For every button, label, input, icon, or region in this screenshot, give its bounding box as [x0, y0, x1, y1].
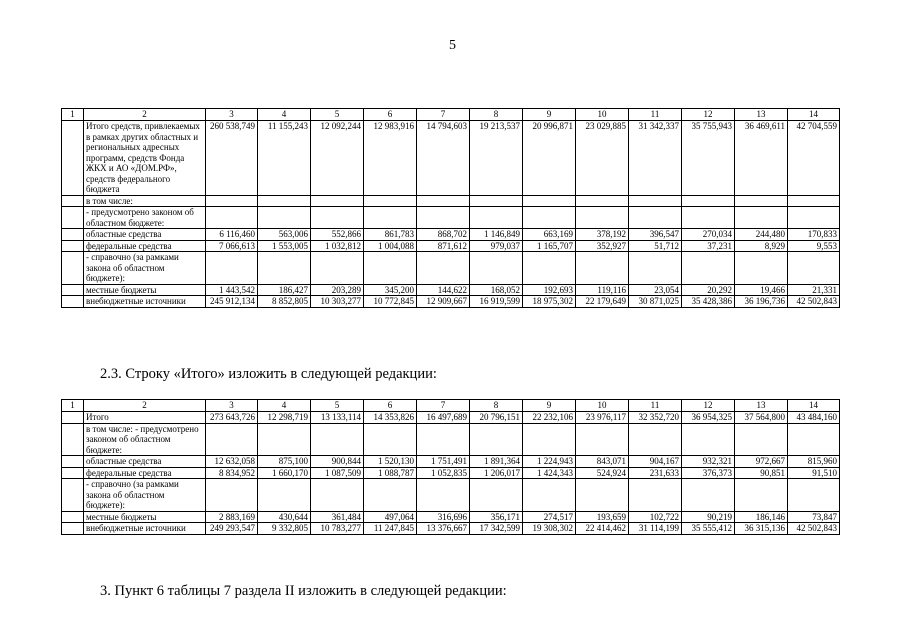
table-row — [62, 121, 840, 196]
value-cell — [258, 423, 311, 456]
value-cell: 22 232,106 — [523, 412, 576, 424]
value-cell: 497,064 — [364, 511, 417, 523]
column-number-10: 10 — [576, 109, 629, 121]
value-cell: 1 032,812 — [311, 240, 364, 252]
amendment-text-2-3: 2.3. Строку «Итого» изложить в следующей редакции: — [100, 366, 437, 382]
value-cell: 35 555,412 — [682, 523, 735, 535]
value-cell: 12 632,058 — [206, 456, 258, 468]
page-number: 5 — [449, 38, 456, 53]
value-cell: 7 066,613 — [206, 240, 258, 252]
column-number-11: 11 — [629, 400, 682, 412]
value-cell — [682, 195, 735, 207]
budget-table-1 — [61, 108, 840, 308]
value-cell: 19,466 — [735, 284, 788, 296]
row-label: местные бюджеты — [84, 511, 206, 523]
value-cell: 378,192 — [576, 229, 629, 241]
value-cell — [682, 252, 735, 285]
value-cell: 36 469,611 — [735, 121, 788, 196]
table-row — [62, 284, 840, 296]
value-cell: 552,866 — [311, 229, 364, 241]
value-cell: 1 224,943 — [523, 456, 576, 468]
row-index-cell — [62, 240, 84, 252]
column-number-8: 8 — [470, 109, 523, 121]
value-cell — [258, 252, 311, 285]
value-cell: 396,547 — [629, 229, 682, 241]
value-cell: 36 196,736 — [735, 296, 788, 308]
value-cell: 260 538,749 — [206, 121, 258, 196]
value-cell: 244,480 — [735, 229, 788, 241]
value-cell: 168,052 — [470, 284, 523, 296]
value-cell: 352,927 — [576, 240, 629, 252]
value-cell: 8,929 — [735, 240, 788, 252]
row-label: областные средства — [84, 229, 206, 241]
value-cell — [682, 479, 735, 512]
column-number-10: 10 — [576, 400, 629, 412]
value-cell: 186,146 — [735, 511, 788, 523]
value-cell — [735, 423, 788, 456]
value-cell: 270,034 — [682, 229, 735, 241]
value-cell: 19 213,537 — [470, 121, 523, 196]
value-cell: 1 660,170 — [258, 467, 311, 479]
row-index-cell — [62, 121, 84, 196]
column-number-7: 7 — [417, 109, 470, 121]
value-cell: 9,553 — [788, 240, 840, 252]
value-cell — [629, 479, 682, 512]
header-row — [62, 400, 840, 412]
column-number-5: 5 — [311, 109, 364, 121]
table-row — [62, 296, 840, 308]
table-row — [62, 195, 840, 207]
value-cell: 170,833 — [788, 229, 840, 241]
value-cell: 843,071 — [576, 456, 629, 468]
value-cell — [576, 479, 629, 512]
column-number-3: 3 — [206, 109, 258, 121]
column-number-5: 5 — [311, 400, 364, 412]
row-label: местные бюджеты — [84, 284, 206, 296]
value-cell — [364, 252, 417, 285]
column-number-1: 1 — [62, 400, 84, 412]
row-label: - предусмотрено законом об областном бюджете: — [84, 207, 206, 229]
table-row — [62, 511, 840, 523]
value-cell: 932,321 — [682, 456, 735, 468]
value-cell — [364, 423, 417, 456]
value-cell — [311, 479, 364, 512]
value-cell: 2 883,169 — [206, 511, 258, 523]
value-cell — [523, 207, 576, 229]
value-cell: 979,037 — [470, 240, 523, 252]
table-row — [62, 523, 840, 535]
row-index-cell — [62, 456, 84, 468]
value-cell — [206, 479, 258, 512]
value-cell — [523, 252, 576, 285]
value-cell: 316,696 — [417, 511, 470, 523]
value-cell: 11 155,243 — [258, 121, 311, 196]
row-index-cell — [62, 423, 84, 456]
value-cell: 904,167 — [629, 456, 682, 468]
value-cell: 23,054 — [629, 284, 682, 296]
row-label: Итого — [84, 412, 206, 424]
value-cell: 1 004,088 — [364, 240, 417, 252]
value-cell: 273 643,726 — [206, 412, 258, 424]
value-cell: 8 852,805 — [258, 296, 311, 308]
value-cell: 563,006 — [258, 229, 311, 241]
value-cell: 1 087,509 — [311, 467, 364, 479]
value-cell: 35 755,943 — [682, 121, 735, 196]
value-cell: 10 783,277 — [311, 523, 364, 535]
value-cell: 31 114,199 — [629, 523, 682, 535]
value-cell: 20 996,871 — [523, 121, 576, 196]
value-cell: 12 909,667 — [417, 296, 470, 308]
value-cell: 972,667 — [735, 456, 788, 468]
value-cell — [417, 423, 470, 456]
row-label: - справочно (за рамками закона об областном бюджете): — [84, 252, 206, 285]
value-cell — [576, 195, 629, 207]
value-cell: 8 834,952 — [206, 467, 258, 479]
value-cell: 356,171 — [470, 511, 523, 523]
value-cell — [206, 195, 258, 207]
value-cell — [311, 195, 364, 207]
value-cell — [629, 423, 682, 456]
value-cell — [735, 207, 788, 229]
column-number-14: 14 — [788, 109, 840, 121]
value-cell — [788, 252, 840, 285]
value-cell: 90,219 — [682, 511, 735, 523]
row-label: - справочно (за рамками закона об областном бюджете): — [84, 479, 206, 512]
value-cell: 1 206,017 — [470, 467, 523, 479]
value-cell: 524,924 — [576, 467, 629, 479]
value-cell: 193,659 — [576, 511, 629, 523]
column-number-2: 2 — [84, 109, 206, 121]
column-number-1: 1 — [62, 109, 84, 121]
column-number-2: 2 — [84, 400, 206, 412]
value-cell: 42 704,559 — [788, 121, 840, 196]
value-cell — [788, 195, 840, 207]
value-cell — [470, 479, 523, 512]
value-cell — [206, 207, 258, 229]
value-cell: 663,169 — [523, 229, 576, 241]
value-cell: 36 954,325 — [682, 412, 735, 424]
value-cell: 274,517 — [523, 511, 576, 523]
value-cell: 31 342,337 — [629, 121, 682, 196]
value-cell — [258, 479, 311, 512]
value-cell: 12 298,719 — [258, 412, 311, 424]
value-cell: 345,200 — [364, 284, 417, 296]
column-number-3: 3 — [206, 400, 258, 412]
value-cell — [206, 252, 258, 285]
row-label: внебюджетные источники — [84, 523, 206, 535]
row-index-cell — [62, 412, 84, 424]
value-cell: 35 428,386 — [682, 296, 735, 308]
column-number-12: 12 — [682, 109, 735, 121]
value-cell — [417, 252, 470, 285]
value-cell: 36 315,136 — [735, 523, 788, 535]
value-cell — [735, 479, 788, 512]
value-cell — [523, 195, 576, 207]
value-cell: 51,712 — [629, 240, 682, 252]
value-cell — [417, 479, 470, 512]
value-cell: 9 332,805 — [258, 523, 311, 535]
row-label: в том числе: — [84, 195, 206, 207]
value-cell — [364, 207, 417, 229]
value-cell: 23 029,885 — [576, 121, 629, 196]
value-cell: 43 484,160 — [788, 412, 840, 424]
value-cell: 868,702 — [417, 229, 470, 241]
value-cell — [311, 423, 364, 456]
row-label: федеральные средства — [84, 467, 206, 479]
column-number-12: 12 — [682, 400, 735, 412]
value-cell: 30 871,025 — [629, 296, 682, 308]
value-cell: 42 502,843 — [788, 296, 840, 308]
value-cell: 22 414,462 — [576, 523, 629, 535]
value-cell — [735, 252, 788, 285]
row-index-cell — [62, 252, 84, 285]
value-cell: 23 976,117 — [576, 412, 629, 424]
value-cell: 1 088,787 — [364, 467, 417, 479]
amendment-text-3: 3. Пункт 6 таблицы 7 раздела II изложить в следующей редакции: — [100, 583, 507, 599]
row-index-cell — [62, 467, 84, 479]
table-row — [62, 412, 840, 424]
value-cell: 1 520,130 — [364, 456, 417, 468]
value-cell: 186,427 — [258, 284, 311, 296]
value-cell: 42 502,843 — [788, 523, 840, 535]
value-cell: 6 116,460 — [206, 229, 258, 241]
table-row — [62, 423, 840, 456]
value-cell — [735, 195, 788, 207]
value-cell: 13 376,667 — [417, 523, 470, 535]
value-cell: 245 912,134 — [206, 296, 258, 308]
value-cell: 430,644 — [258, 511, 311, 523]
row-index-cell — [62, 511, 84, 523]
column-number-9: 9 — [523, 109, 576, 121]
value-cell: 1 891,364 — [470, 456, 523, 468]
column-number-4: 4 — [258, 109, 311, 121]
row-label: федеральные средства — [84, 240, 206, 252]
value-cell — [788, 207, 840, 229]
column-number-4: 4 — [258, 400, 311, 412]
value-cell: 20 796,151 — [470, 412, 523, 424]
value-cell: 1 052,835 — [417, 467, 470, 479]
value-cell — [576, 207, 629, 229]
value-cell — [523, 423, 576, 456]
value-cell: 144,622 — [417, 284, 470, 296]
value-cell — [788, 423, 840, 456]
value-cell: 192,693 — [523, 284, 576, 296]
value-cell: 22 179,649 — [576, 296, 629, 308]
value-cell — [629, 207, 682, 229]
value-cell: 1 553,005 — [258, 240, 311, 252]
row-label: областные средства — [84, 456, 206, 468]
value-cell: 17 342,599 — [470, 523, 523, 535]
value-cell: 91,510 — [788, 467, 840, 479]
row-label: внебюджетные источники — [84, 296, 206, 308]
table-row — [62, 207, 840, 229]
table-row — [62, 252, 840, 285]
header-row — [62, 109, 840, 121]
value-cell: 1 751,491 — [417, 456, 470, 468]
column-number-11: 11 — [629, 109, 682, 121]
value-cell: 102,722 — [629, 511, 682, 523]
value-cell: 11 247,845 — [364, 523, 417, 535]
value-cell — [470, 423, 523, 456]
column-number-8: 8 — [470, 400, 523, 412]
value-cell: 1 165,707 — [523, 240, 576, 252]
value-cell: 12 092,244 — [311, 121, 364, 196]
table-row — [62, 479, 840, 512]
value-cell — [788, 479, 840, 512]
value-cell — [576, 423, 629, 456]
value-cell — [470, 207, 523, 229]
value-cell: 875,100 — [258, 456, 311, 468]
value-cell: 18 975,302 — [523, 296, 576, 308]
value-cell: 361,484 — [311, 511, 364, 523]
budget-table-2 — [61, 399, 840, 535]
value-cell — [523, 479, 576, 512]
value-cell: 21,331 — [788, 284, 840, 296]
column-number-7: 7 — [417, 400, 470, 412]
row-index-cell — [62, 523, 84, 535]
value-cell: 14 794,603 — [417, 121, 470, 196]
value-cell: 90,851 — [735, 467, 788, 479]
value-cell: 871,612 — [417, 240, 470, 252]
value-cell: 20,292 — [682, 284, 735, 296]
value-cell: 16 497,689 — [417, 412, 470, 424]
value-cell — [576, 252, 629, 285]
column-number-13: 13 — [735, 109, 788, 121]
value-cell — [364, 479, 417, 512]
value-cell — [682, 207, 735, 229]
value-cell: 37,231 — [682, 240, 735, 252]
value-cell: 376,373 — [682, 467, 735, 479]
row-label: в том числе: - предусмотрено законом об областном бюджете: — [84, 423, 206, 456]
value-cell: 1 443,542 — [206, 284, 258, 296]
row-label: Итого средств, привлекаемых в рамках других областных и региональных адресных программ, средств Фонда ЖКХ и АО «ДОМ.РФ», средств федерального бюджета — [84, 121, 206, 196]
value-cell: 203,289 — [311, 284, 364, 296]
value-cell: 12 983,916 — [364, 121, 417, 196]
value-cell — [629, 195, 682, 207]
value-cell: 249 293,547 — [206, 523, 258, 535]
value-cell — [311, 207, 364, 229]
value-cell: 231,633 — [629, 467, 682, 479]
value-cell — [417, 195, 470, 207]
value-cell: 73,847 — [788, 511, 840, 523]
value-cell: 1 146,849 — [470, 229, 523, 241]
value-cell: 16 919,599 — [470, 296, 523, 308]
value-cell: 815,960 — [788, 456, 840, 468]
table-row — [62, 229, 840, 241]
row-index-cell — [62, 195, 84, 207]
value-cell: 14 353,826 — [364, 412, 417, 424]
row-index-cell — [62, 207, 84, 229]
row-index-cell — [62, 296, 84, 308]
value-cell — [470, 195, 523, 207]
value-cell: 10 303,277 — [311, 296, 364, 308]
value-cell: 861,783 — [364, 229, 417, 241]
value-cell — [258, 207, 311, 229]
column-number-13: 13 — [735, 400, 788, 412]
row-index-cell — [62, 479, 84, 512]
value-cell: 900,844 — [311, 456, 364, 468]
value-cell — [311, 252, 364, 285]
row-index-cell — [62, 284, 84, 296]
column-number-14: 14 — [788, 400, 840, 412]
value-cell: 10 772,845 — [364, 296, 417, 308]
row-index-cell — [62, 229, 84, 241]
value-cell — [417, 207, 470, 229]
table-row — [62, 456, 840, 468]
value-cell — [629, 252, 682, 285]
value-cell: 1 424,343 — [523, 467, 576, 479]
value-cell — [364, 195, 417, 207]
value-cell: 19 308,302 — [523, 523, 576, 535]
column-number-6: 6 — [364, 109, 417, 121]
value-cell: 13 133,114 — [311, 412, 364, 424]
value-cell — [258, 195, 311, 207]
value-cell: 119,116 — [576, 284, 629, 296]
table-row — [62, 467, 840, 479]
value-cell — [206, 423, 258, 456]
column-number-6: 6 — [364, 400, 417, 412]
value-cell: 37 564,800 — [735, 412, 788, 424]
value-cell — [470, 252, 523, 285]
column-number-9: 9 — [523, 400, 576, 412]
table-row — [62, 240, 840, 252]
value-cell — [682, 423, 735, 456]
value-cell: 32 352,720 — [629, 412, 682, 424]
